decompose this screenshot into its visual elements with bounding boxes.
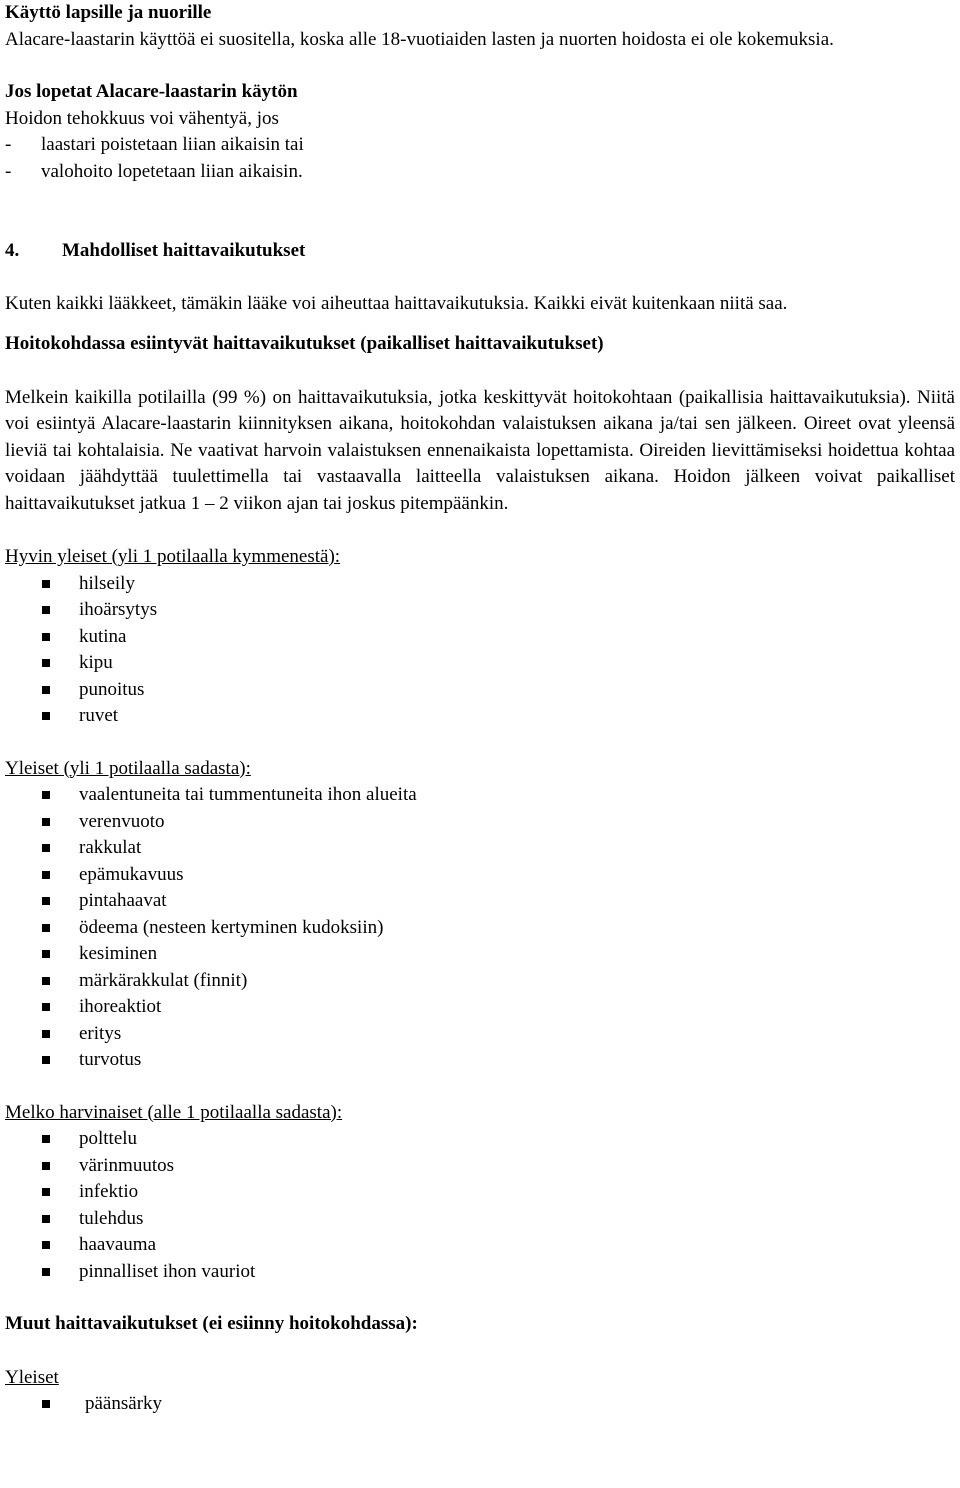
square-bullet-icon — [42, 580, 50, 588]
square-bullet-icon — [42, 844, 50, 852]
document-page — [5, 0, 955, 1418]
square-bullet-icon — [42, 1188, 50, 1196]
square-bullet-icon — [42, 818, 50, 826]
list-item-text: laastari poistetaan liian aikaisin tai — [41, 134, 304, 155]
list-item — [5, 677, 955, 704]
list-item — [5, 1126, 955, 1153]
list-item — [5, 1047, 955, 1074]
common-list — [5, 782, 955, 1074]
list-item — [5, 624, 955, 651]
uncommon-list — [5, 1126, 955, 1285]
list-item-text: hilseily — [79, 572, 135, 594]
list-item — [5, 1259, 955, 1286]
other-common-heading: Yleiset — [5, 1366, 59, 1388]
square-bullet-icon — [42, 1003, 50, 1011]
list-item — [5, 809, 955, 836]
list-item — [5, 1391, 955, 1418]
list-item — [5, 994, 955, 1021]
local-heading: Hoitokohdassa esiintyvät haittavaikutukset (paikalliset haittavaikutukset) — [5, 333, 604, 354]
list-item — [5, 132, 955, 159]
square-bullet-icon — [42, 897, 50, 905]
square-bullet-icon — [42, 659, 50, 667]
list-item-text: värinmuutos — [79, 1154, 174, 1176]
square-bullet-icon — [42, 1215, 50, 1223]
uncommon-heading: Melko harvinaiset (alle 1 potilaalla sadasta): — [5, 1101, 343, 1123]
very-common-heading: Hyvin yleiset (yli 1 potilaalla kymmenestä): — [5, 546, 341, 567]
list-item — [5, 650, 955, 677]
list-item — [5, 1206, 955, 1233]
list-item — [5, 888, 955, 915]
square-bullet-icon — [42, 606, 50, 614]
list-item — [5, 1232, 955, 1259]
list-item — [5, 703, 955, 730]
list-item-text: kipu — [79, 652, 113, 673]
section-title: Mahdolliset haittavaikutukset — [62, 240, 306, 261]
square-bullet-icon — [42, 950, 50, 958]
list-item-text: kesiminen — [79, 943, 158, 964]
list-item-text: eritys — [79, 1022, 122, 1044]
list-item-text: tulehdus — [79, 1207, 144, 1229]
list-item-text: rakkulat — [79, 837, 142, 858]
list-item-text: kutina — [79, 625, 127, 647]
common-heading: Yleiset (yli 1 potilaalla sadasta): — [5, 757, 251, 779]
list-item-text: ruvet — [79, 705, 119, 726]
list-item-text: ihoärsytys — [79, 599, 158, 620]
dash-marker: - — [5, 134, 12, 155]
list-item-text: vaalentuneita tai tummentuneita ihon alueita — [79, 784, 417, 805]
list-item-text: ihoreaktiot — [79, 996, 162, 1017]
list-item — [5, 1179, 955, 1206]
list-item-text: valohoito lopetetaan liian aikaisin. — [41, 160, 303, 182]
children-text: Alacare-laastarin käyttöä ei suositella, koska alle 18-vuotiaiden lasten ja nuorten hoidosta ei ole kokemuksia. — [5, 28, 834, 50]
local-text: Melkein kaikilla potilailla (99 %) on haittavaikutuksia, jotka keskittyvät hoitokohtaan (paikallisia haittavaikutuksia). Niitä voi esiintyä Alacare-laastarin kiinnityksen aikana, hoitokohdan valaistuksen aikana ja/tai sen jälkeen. Oireet ovat yleensä lieviä tai kohtalaisia. Ne vaativat harvoin valaistuksen ennenaikaista lopettamista. Oireiden lievittämiseksi hoidettua kohtaa voidaan jäähdyttää tuulettimella tai vastaavalla laitteella valaistuksen aikana. Hoidon jälkeen voivat paikalliset haittavaikutukset jatkua 1 – 2 viikon ajan tai joskus pitempäänkin. — [5, 386, 955, 514]
list-item-text: verenvuoto — [79, 810, 165, 832]
other-heading: Muut haittavaikutukset (ei esiinny hoitokohdassa): — [5, 1313, 418, 1334]
square-bullet-icon — [42, 633, 50, 641]
list-item — [5, 782, 955, 809]
list-item-text: infektio — [79, 1181, 139, 1202]
children-heading: Käyttö lapsille ja nuorille — [5, 2, 212, 23]
list-item-text: pinnalliset ihon vauriot — [79, 1260, 256, 1282]
list-item-text: epämukavuus — [79, 863, 184, 885]
list-item-text: pintahaavat — [79, 890, 167, 911]
list-item — [5, 597, 955, 624]
section-intro: Kuten kaikki lääkkeet, tämäkin lääke voi aiheuttaa haittavaikutuksia. Kaikki eivät kuitenkaan niitä saa. — [5, 292, 788, 314]
list-item-text: märkärakkulat (finnit) — [79, 969, 248, 991]
other-common-list — [5, 1391, 955, 1418]
dash-marker: - — [5, 160, 12, 182]
square-bullet-icon — [42, 1056, 50, 1064]
list-item-text: päänsärky — [85, 1393, 163, 1414]
square-bullet-icon — [42, 1030, 50, 1038]
list-item — [5, 835, 955, 862]
list-item — [5, 159, 955, 186]
list-item-text: ödeema (nesteen kertyminen kudoksiin) — [79, 916, 384, 938]
square-bullet-icon — [42, 686, 50, 694]
list-item-text: turvotus — [79, 1049, 142, 1070]
section-heading — [5, 238, 955, 265]
list-item — [5, 915, 955, 942]
list-item — [5, 571, 955, 598]
square-bullet-icon — [42, 977, 50, 985]
list-item — [5, 862, 955, 889]
section-number: 4. — [5, 240, 20, 261]
list-item — [5, 1153, 955, 1180]
square-bullet-icon — [42, 924, 50, 932]
list-item-text: polttelu — [79, 1128, 138, 1149]
square-bullet-icon — [42, 871, 50, 879]
square-bullet-icon — [42, 1135, 50, 1143]
square-bullet-icon — [42, 712, 50, 720]
stop-heading: Jos lopetat Alacare-laastarin käytön — [5, 81, 298, 102]
square-bullet-icon — [42, 1400, 50, 1408]
list-item-text: haavauma — [79, 1234, 157, 1255]
list-item-text: punoitus — [79, 678, 145, 700]
list-item — [5, 968, 955, 995]
list-item — [5, 1021, 955, 1048]
square-bullet-icon — [42, 1162, 50, 1170]
square-bullet-icon — [42, 791, 50, 799]
stop-intro: Hoidon tehokkuus voi vähentyä, jos — [5, 107, 279, 129]
square-bullet-icon — [42, 1241, 50, 1249]
list-item — [5, 941, 955, 968]
square-bullet-icon — [42, 1268, 50, 1276]
stop-list — [5, 132, 955, 185]
very-common-list — [5, 571, 955, 730]
